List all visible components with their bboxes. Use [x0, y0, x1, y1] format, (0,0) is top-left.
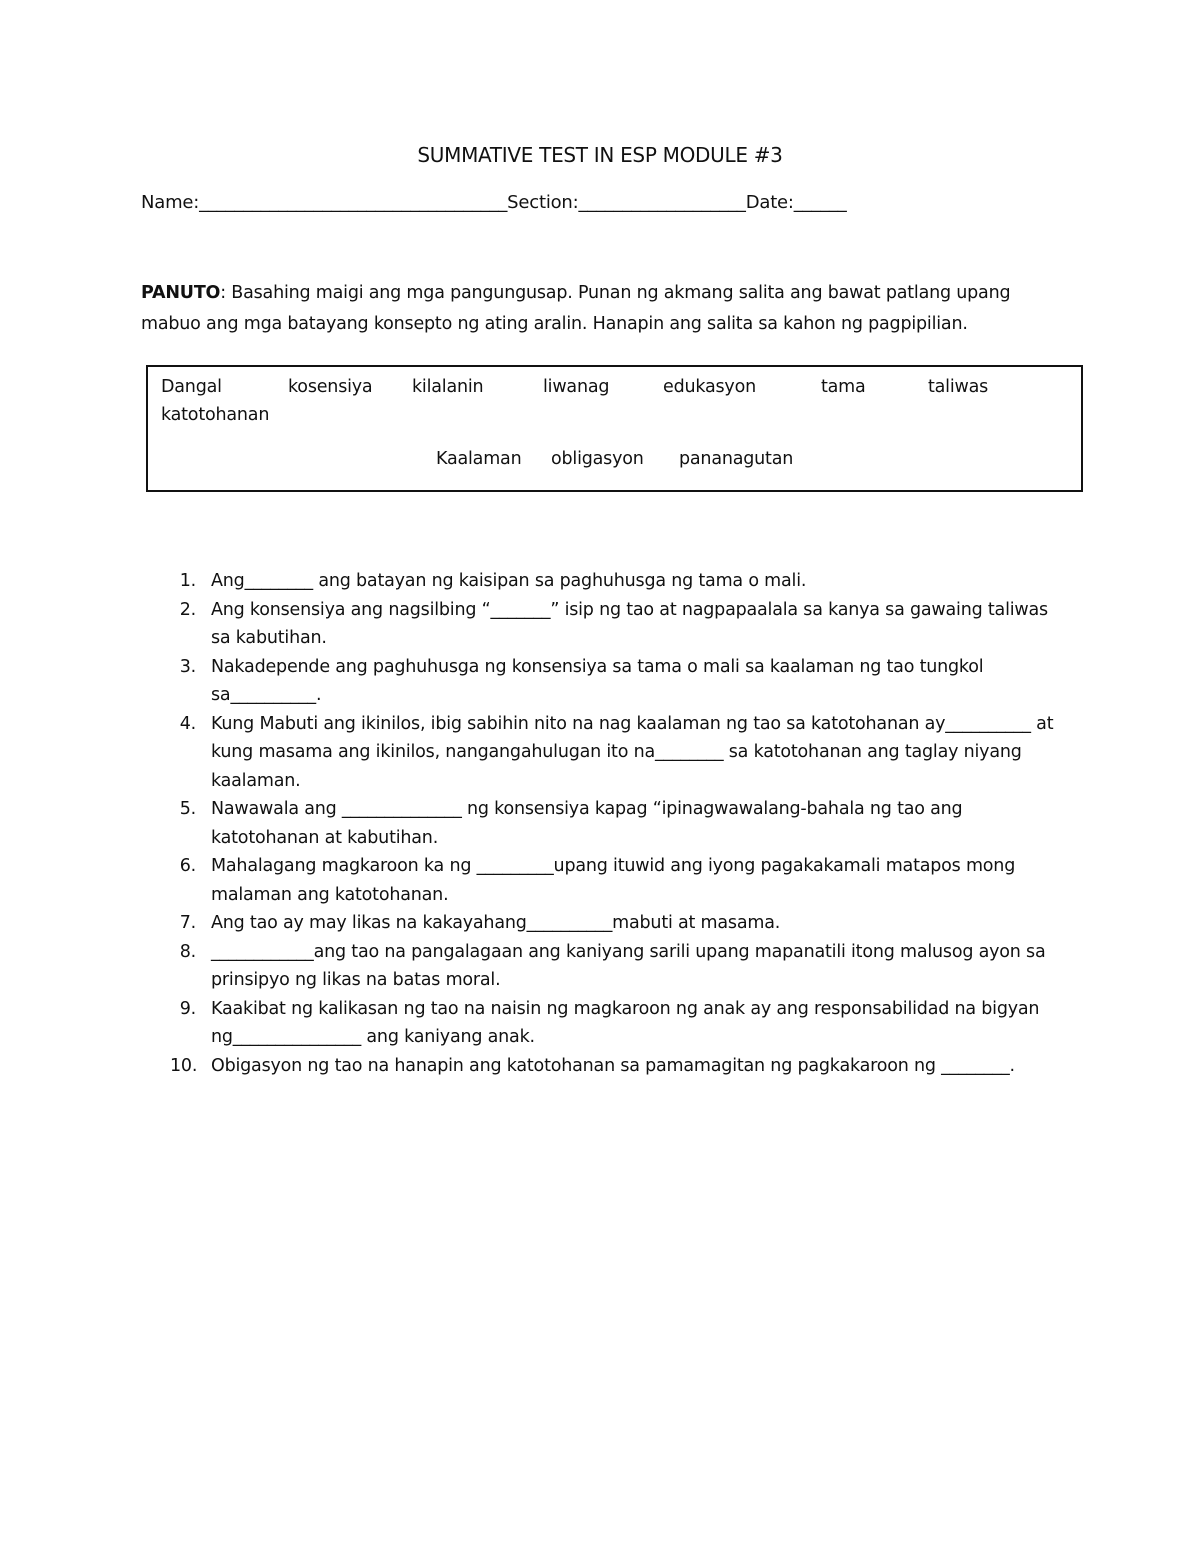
question-item — [170, 567, 1070, 596]
page-title: SUMMATIVE TEST IN ESP MODULE #3 — [417, 143, 783, 167]
question-number: 7. — [179, 913, 196, 933]
question-text: Nawawala ang ______________ ng konsensiya kapag “ipinagwawalang-bahala ng tao ang katotohanan at kabutihan. — [211, 799, 963, 848]
question-text: Mahalagang magkaroon ka ng _________upang ituwid ang iyong pagakakamali matapos mong malaman ang katotohanan. — [211, 856, 1016, 905]
question-text: Ang tao ay may likas na kakayahang__________mabuti at masama. — [211, 913, 781, 933]
question-number: 8. — [179, 941, 196, 962]
question-text: Kung Mabuti ang ikinilos, ibig sabihin nito na nag kaalaman ng tao sa katotohanan ay__________ at kung masama ang ikinilos, nangangahulugan ito na________ sa katotohanan ang taglay niyang kaalaman. — [211, 713, 1054, 791]
question-item — [170, 938, 1070, 995]
word-bank-box — [146, 365, 1083, 492]
question-item — [170, 852, 1070, 909]
word-bank-item: edukasyon — [663, 377, 756, 397]
word-bank-item: tama — [821, 377, 866, 397]
word-bank-item: Kaalaman — [436, 449, 522, 469]
question-number: 9. — [179, 998, 196, 1019]
student-info-line: Name:___________________________________Section:___________________Date:______ — [141, 192, 847, 213]
question-item — [170, 596, 1070, 653]
question-item — [170, 995, 1070, 1052]
question-number: 6. — [179, 856, 196, 876]
instruction-paragraph — [141, 278, 1061, 340]
word-bank-item: obligasyon — [551, 449, 644, 469]
question-text: Nakadepende ang paghuhusga ng konsensiya sa tama o mali sa kaalaman ng tao tungkol sa__________. — [211, 656, 984, 705]
question-list — [170, 567, 1070, 1080]
word-bank-item: pananagutan — [679, 449, 794, 469]
question-number: 4. — [179, 713, 196, 734]
question-item — [170, 795, 1070, 852]
question-number: 1. — [179, 571, 196, 591]
word-bank-item: Dangal — [161, 377, 222, 397]
word-bank-item: taliwas — [928, 377, 989, 397]
question-number: 2. — [179, 599, 196, 620]
word-bank-item: katotohanan — [161, 405, 270, 425]
question-text: Obigasyon ng tao na hanapin ang katotohanan sa pamamagitan ng pagkakaroon ng ________. — [211, 1055, 1015, 1076]
word-bank-item: kosensiya — [288, 377, 373, 397]
instruction-text: : Basahing maigi ang mga pangungusap. Punan ng akmang salita ang bawat patlang upang mabuo ang mga batayang konsepto ng ating aralin. Hanapin ang salita sa kahon ng pagpipilian. — [141, 283, 1011, 334]
word-bank-item: kilalanin — [412, 377, 484, 397]
word-bank-item: liwanag — [543, 377, 610, 397]
question-text: Kaakibat ng kalikasan ng tao na naisin ng magkaroon ng anak ay ang responsabilidad na bigyan ng_______________ ang kaniyang anak. — [211, 998, 1040, 1047]
instruction-label: PANUTO — [141, 283, 221, 303]
question-number: 10. — [170, 1055, 198, 1076]
question-item — [170, 1052, 1070, 1081]
question-number: 3. — [179, 656, 196, 677]
question-item — [170, 909, 1070, 938]
question-text: Ang________ ang batayan ng kaisipan sa paghuhusga ng tama o mali. — [211, 571, 807, 591]
question-text: Ang konsensiya ang nagsilbing “_______” isip ng tao at nagpapaalala sa kanya sa gawaing taliwas sa kabutihan. — [211, 599, 1048, 648]
question-item — [170, 710, 1070, 796]
question-number: 5. — [179, 799, 196, 819]
question-text: ____________ang tao na pangalagaan ang kaniyang sarili upang mapanatili itong malusog ayon sa prinsipyo ng likas na batas moral. — [211, 941, 1046, 990]
question-item — [170, 653, 1070, 710]
